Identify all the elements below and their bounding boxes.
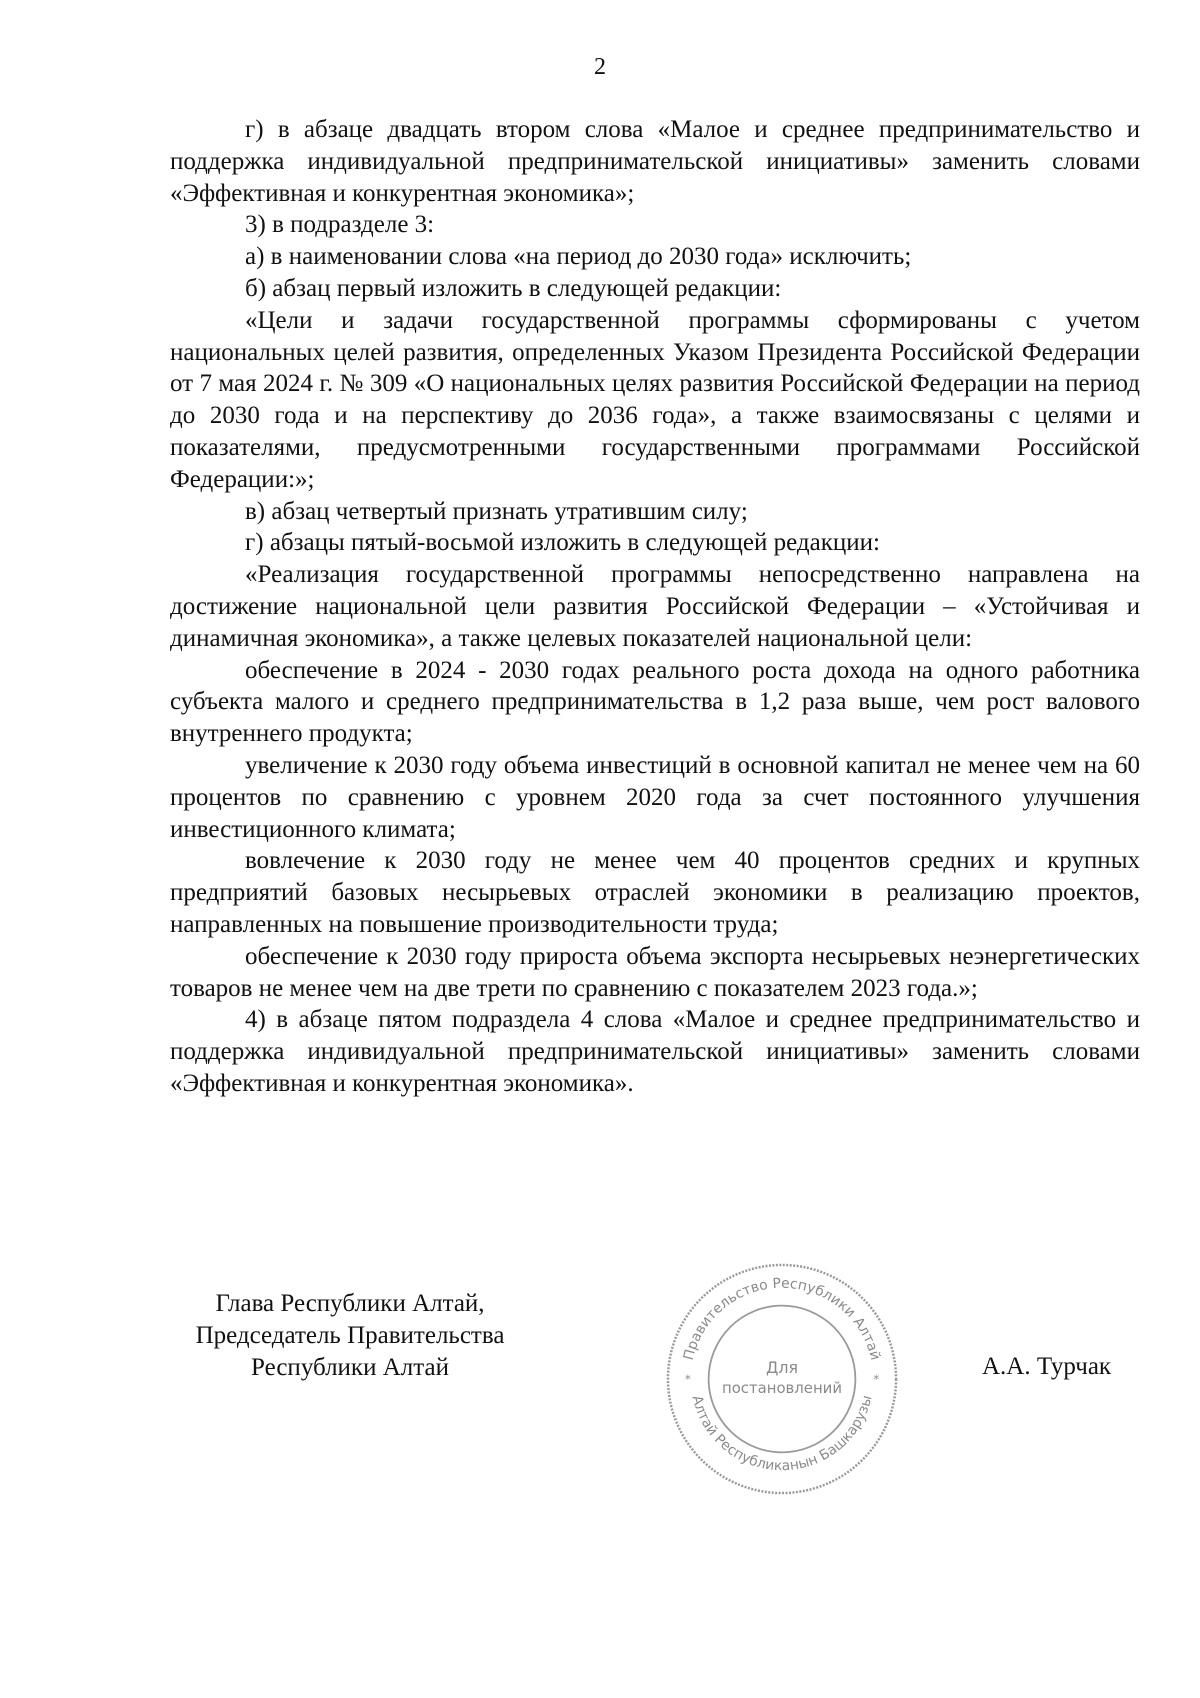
paragraph: «Цели и задачи государственной программы сформированы с учетом национальных целей развития, определенных Указом Президента Российской Федерации от 7 мая 2024 г. № 309 «О национальных целях развития Российской Федерации на период до 2030 года и на перспективу до 2036 года», а также взаимосвязаны с целями и показателями, предусмотренными государственными программами Российской Федерации:»;: [170, 306, 1140, 493]
paragraph: обеспечение в 2024 - 2030 годах реального роста дохода на одного работника субъекта малого и среднего предпринимательства в 1,2 раза выше, чем рост валового внутреннего продукта;: [170, 656, 1140, 748]
stamp-center-text: постановлений: [722, 1378, 842, 1397]
paragraph: в) абзац четвертый признать утратившим силу;: [245, 497, 748, 525]
stamp-ring-text-top: Правительство Республики Алтай: [680, 1275, 884, 1362]
stamp-star-icon: *: [684, 1371, 691, 1386]
paragraph: «Реализация государственной программы непосредственно направлена на достижение национальной цели развития Российской Федерации – «Устойчивая и динамичная экономика», а также целевых показателей национальной цели:: [170, 561, 1140, 652]
paragraph: а) в наименовании слова «на период до 2030 года» исключить;: [245, 243, 912, 271]
signatory-name: А.А. Турчак: [982, 1353, 1112, 1380]
paragraph: 4) в абзаце пятом подраздела 4 слова «Малое и среднее предпринимательство и поддержка индивидуальной предпринимательской инициативы» заменить словами «Эффективная и конкурентная экономика».: [170, 1006, 1140, 1097]
official-stamp: [663, 1260, 901, 1498]
signatory-title: [150, 1288, 550, 1384]
signatory-title-line: Председатель Правительства: [195, 1322, 505, 1349]
paragraph: обеспечение к 2030 году прироста объема экспорта несырьевых неэнергетических товаров не менее чем на две трети по сравнению с показателем 2023 года.»;: [170, 942, 1140, 1002]
paragraph: увеличение к 2030 году объема инвестиций в основной капитал не менее чем на 60 процентов по сравнению с уровнем 2020 года за счет постоянного улучшения инвестиционного климата;: [170, 751, 1140, 843]
stamp-center-text: Для: [765, 1358, 799, 1378]
page-number: 2: [594, 54, 606, 80]
paragraph: вовлечение к 2030 году не менее чем 40 процентов средних и крупных предприятий базовых несырьевых отраслей экономики в реализацию проектов, направленных на повышение производительности труда;: [170, 847, 1140, 938]
stamp-star-icon: *: [873, 1371, 880, 1386]
stamp-ring-text-bottom: Алтай Республиканын Башкарузы: [688, 1393, 876, 1475]
paragraph: г) в абзаце двадцать втором слова «Малое и среднее предпринимательство и поддержка индивидуальной предпринимательской инициативы» заменить словами «Эффективная и конкурентная экономика»;: [170, 116, 1140, 207]
signatory-title-line: Республики Алтай: [251, 1354, 449, 1381]
paragraph: б) абзац первый изложить в следующей редакции:: [245, 274, 782, 302]
signatory-title-line: Глава Республики Алтай,: [215, 1290, 485, 1317]
paragraph: г) абзацы пятый-восьмой изложить в следующей редакции:: [245, 529, 880, 557]
document-body: [170, 114, 1140, 1100]
paragraph: 3) в подразделе 3:: [245, 211, 435, 239]
